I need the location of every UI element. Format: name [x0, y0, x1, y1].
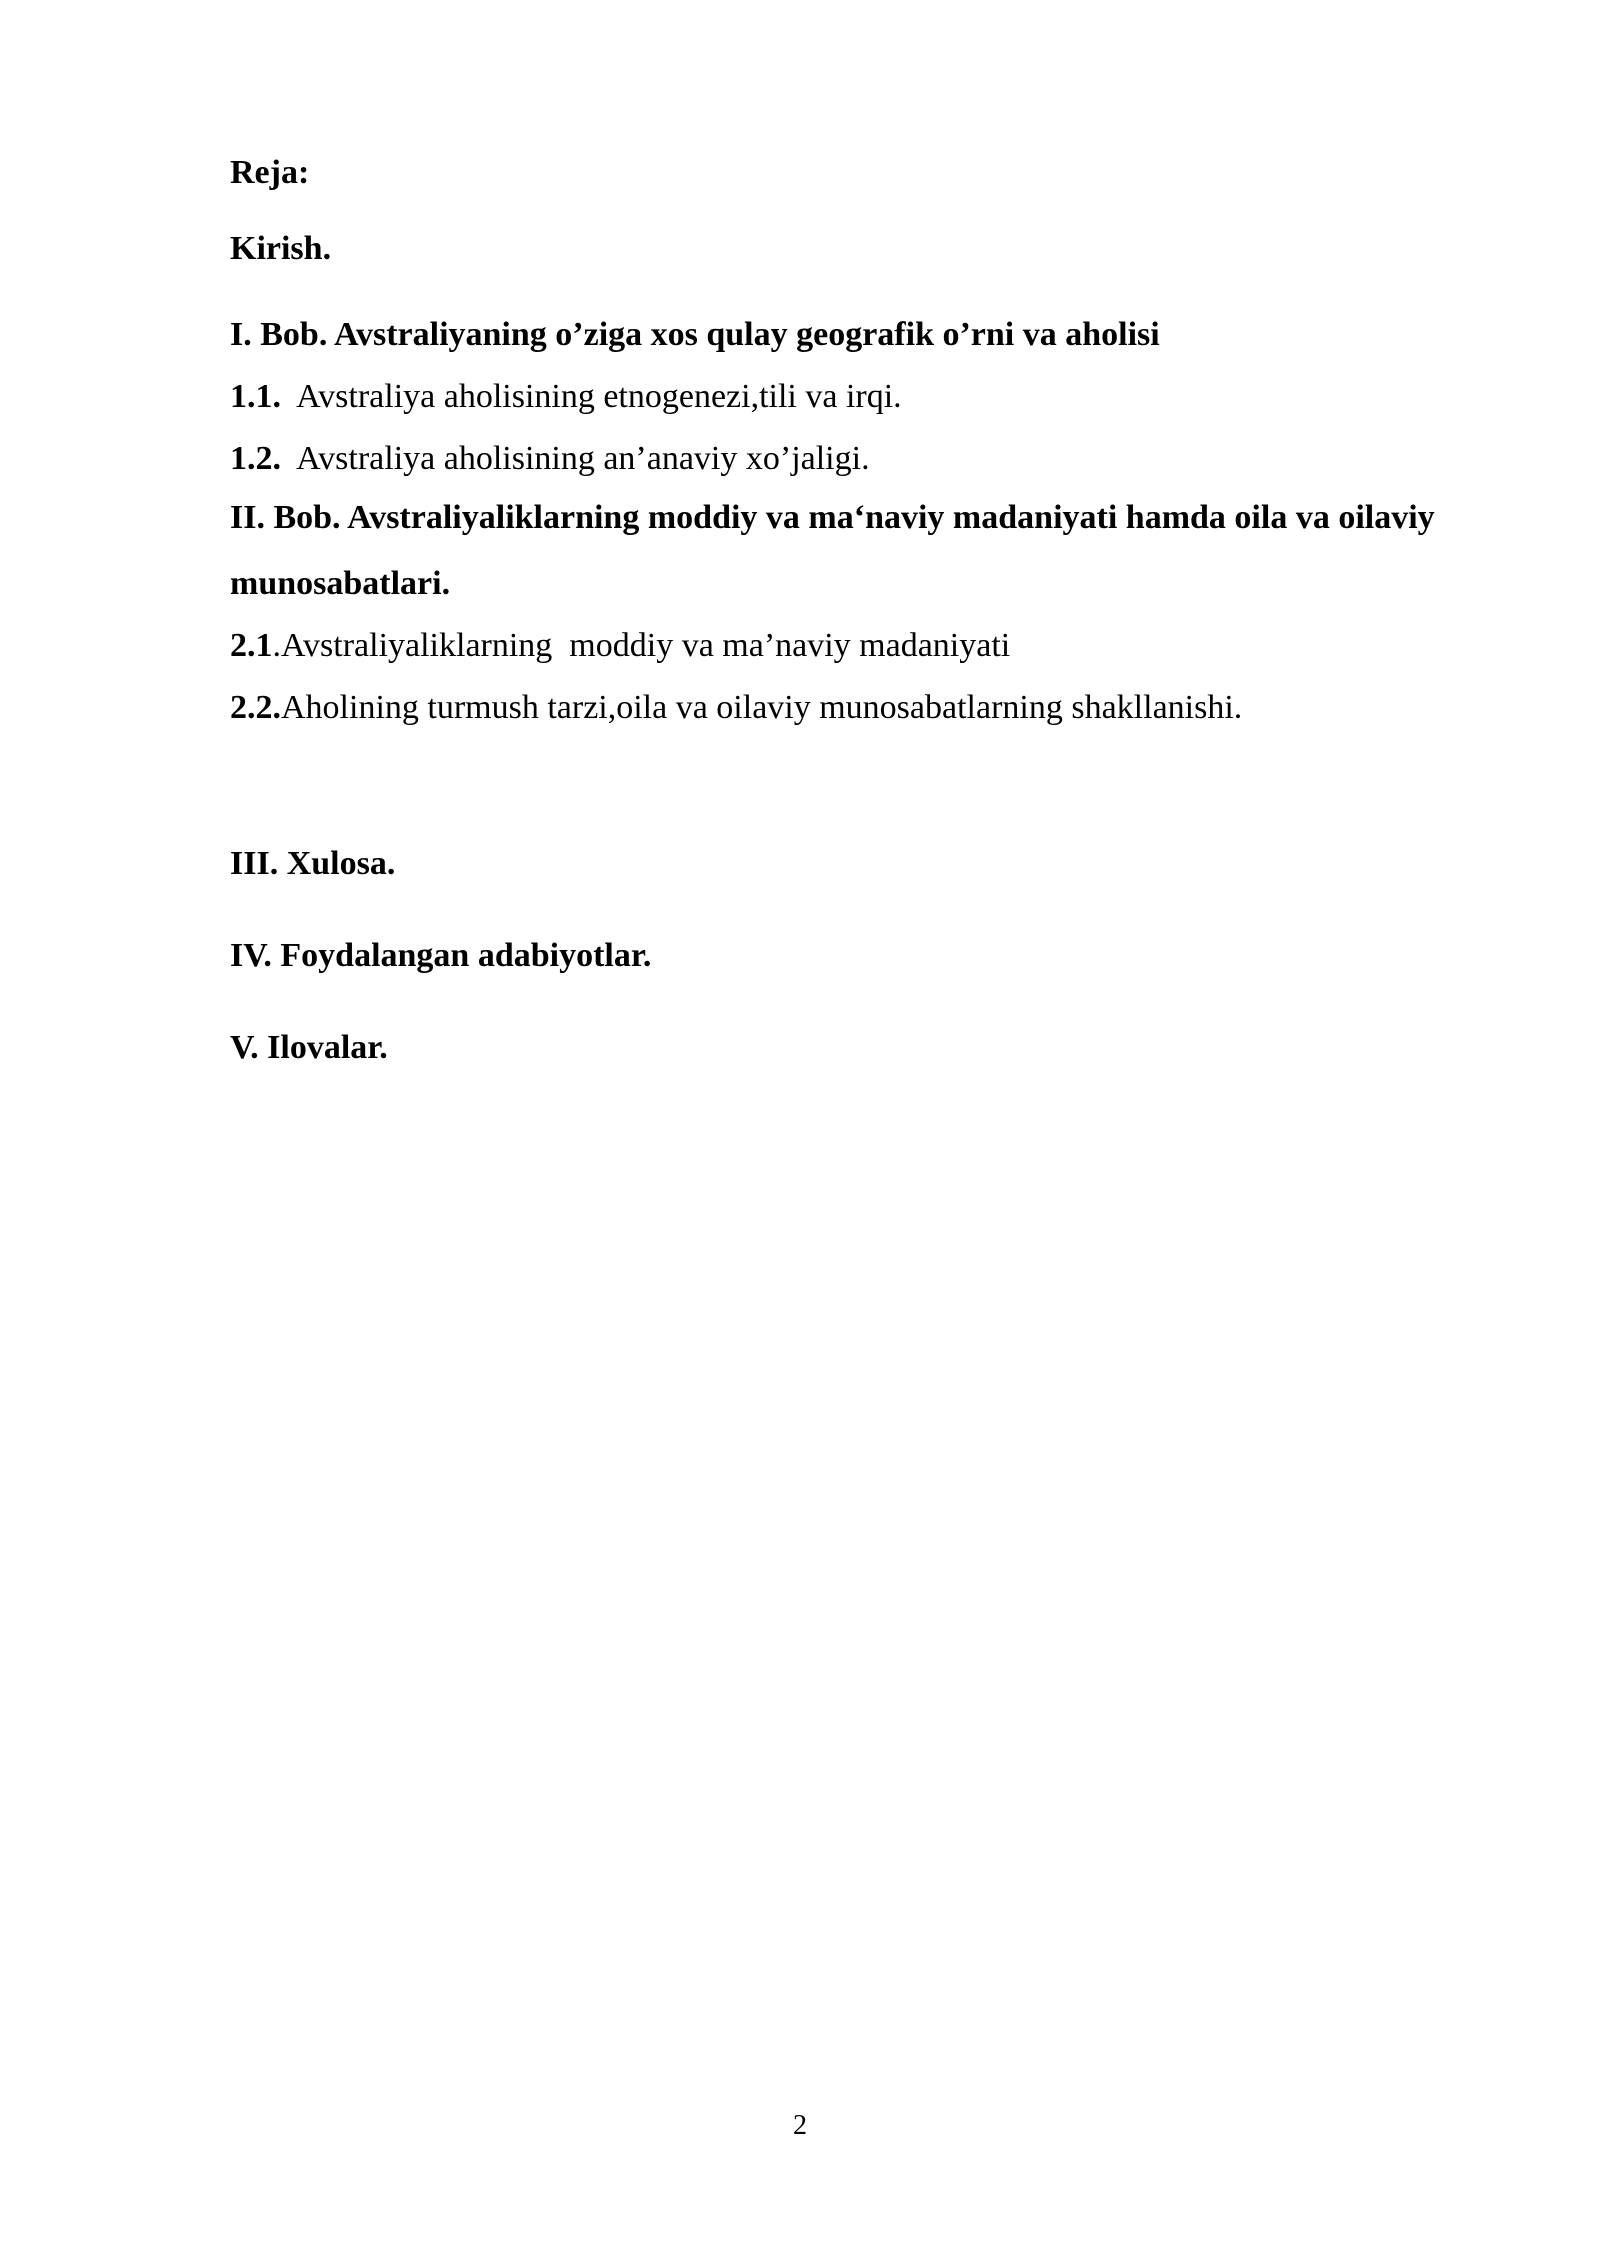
section-2-1 [230, 623, 1470, 669]
page-number: 2 [793, 2110, 807, 2141]
section-2-1-text: .Avstraliyaliklarning moddiy va ma’naviy madaniyati [272, 627, 1011, 665]
conclusion-entry: III. Xulosa. [230, 845, 396, 883]
appendix-entry: V. Ilovalar. [230, 1029, 388, 1067]
section-1-1-text: Avstraliya aholisining etnogenezi,tili va irqi. [281, 377, 902, 415]
section-1-2 [230, 436, 1470, 482]
section-2-2-number: 2.2. [230, 689, 281, 727]
chapter-2-title: II. Bob. Avstraliyaliklarning moddiy va ma‘naviy madaniyati hamda oila va oilaviy munosabatlari. [230, 499, 1435, 603]
section-1-2-text: Avstraliya aholisining an’anaviy xo’jaligi. [281, 439, 870, 477]
section-1-1-number: 1.1. [230, 377, 281, 415]
intro-entry: Kirish. [230, 229, 332, 267]
section-2-2-text: Aholining turmush tarzi,oila va oilaviy munosabatlarning shakllanishi. [281, 689, 1243, 727]
section-1-1 [230, 374, 1470, 420]
references-entry: IV. Foydalangan adabiyotlar. [230, 937, 652, 975]
section-2-1-number: 2.1 [230, 627, 273, 665]
section-2-2 [230, 685, 1470, 731]
plan-title: Reja: [230, 154, 310, 191]
chapter-1-title: I. Bob. Avstraliyaning o’ziga xos qulay geografik o’rni va aholisi [230, 315, 1160, 353]
table-of-contents [230, 150, 1470, 1071]
section-1-2-number: 1.2. [230, 439, 281, 477]
